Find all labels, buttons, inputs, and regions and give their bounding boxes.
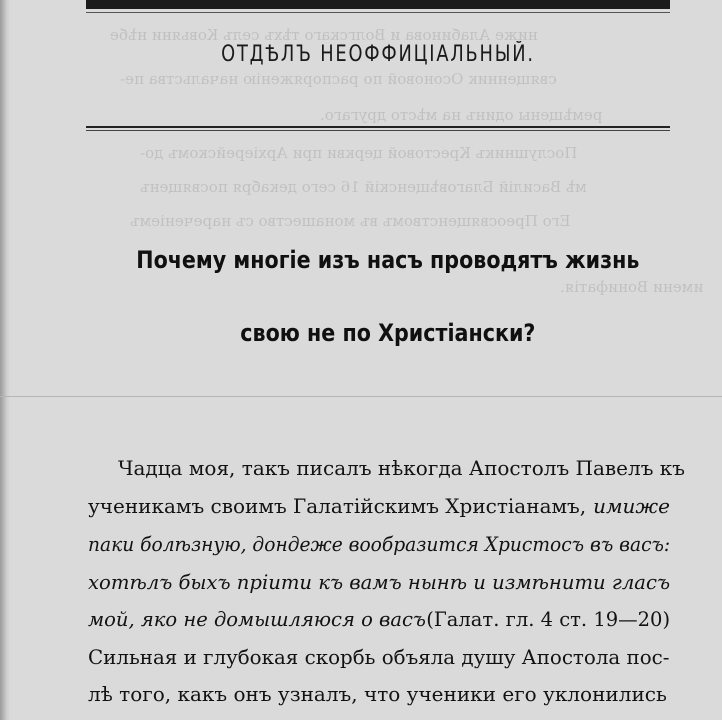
section-rule [86, 126, 670, 128]
bleed-through-line: священник Осоновой по распоряженію начальства пе- [120, 70, 557, 88]
article-title-line-1: Почему многіе изъ насъ проводятъ жизнь [136, 246, 640, 274]
bleed-through-line: Его Преосвященствомъ въ монашество съ нареченіемъ [130, 212, 571, 230]
body-line-7 [88, 680, 670, 708]
top-thin-rule [86, 12, 670, 13]
bleed-through-line: имени Вонифатія. [560, 278, 704, 296]
body-line-5 [88, 605, 670, 633]
body-line-2 [88, 492, 670, 520]
bleed-through-line: ниже Алабинова и Волгскаго тѣхъ селъ Ковьяни нѣбе [110, 26, 538, 44]
section-rule-thin [86, 130, 670, 131]
article-title-line-2: свою не по Христіански? [240, 319, 536, 347]
body-text: Чадца моя, такъ писалъ нѣкогда Апостолъ Павелъ къ [118, 456, 686, 480]
section-title: ОТДѢЛЪ НЕОФФИЦІАЛЬНЫЙ. [221, 42, 535, 67]
body-text: ученикамъ своимъ Галатійскимъ Христіанамъ, [88, 494, 587, 518]
page-edge-shadow [0, 0, 10, 720]
citation: (Галат. гл. 4 ст. 19—20) [426, 607, 671, 631]
body-text-italic: мой, яко не домышляюся о васъ [88, 607, 426, 631]
bleed-through-line: мѣ Василій Благовѣщенскій 16 сего декабря посвященъ [140, 178, 587, 196]
body-text: лѣ того, какъ онъ узналъ, что ученики его уклонились [88, 682, 667, 706]
body-line-3 [88, 530, 670, 558]
body-text-italic: хотѣлъ быхъ пріити къ вамъ нынѣ и измѣнити гласъ [88, 570, 671, 594]
page-fold [0, 396, 722, 397]
body-text-italic: имиже [593, 494, 670, 518]
body-text: Сильная и глубокая скорбь объяла душу Апостола пос- [88, 645, 670, 669]
body-line-6 [88, 643, 670, 671]
body-line-4 [88, 568, 670, 596]
body-text-italic: паки болѣзную, дондеже вообразится Христосъ въ васъ: [88, 532, 671, 556]
top-heavy-rule [86, 0, 670, 9]
bleed-through-line: Послушникъ Крестовой церкви при Архіерейскомъ до- [140, 144, 578, 162]
body-line-1 [88, 454, 700, 482]
bleed-through-line: ремѣщены одинъ на мѣсто другаго. [320, 106, 603, 124]
